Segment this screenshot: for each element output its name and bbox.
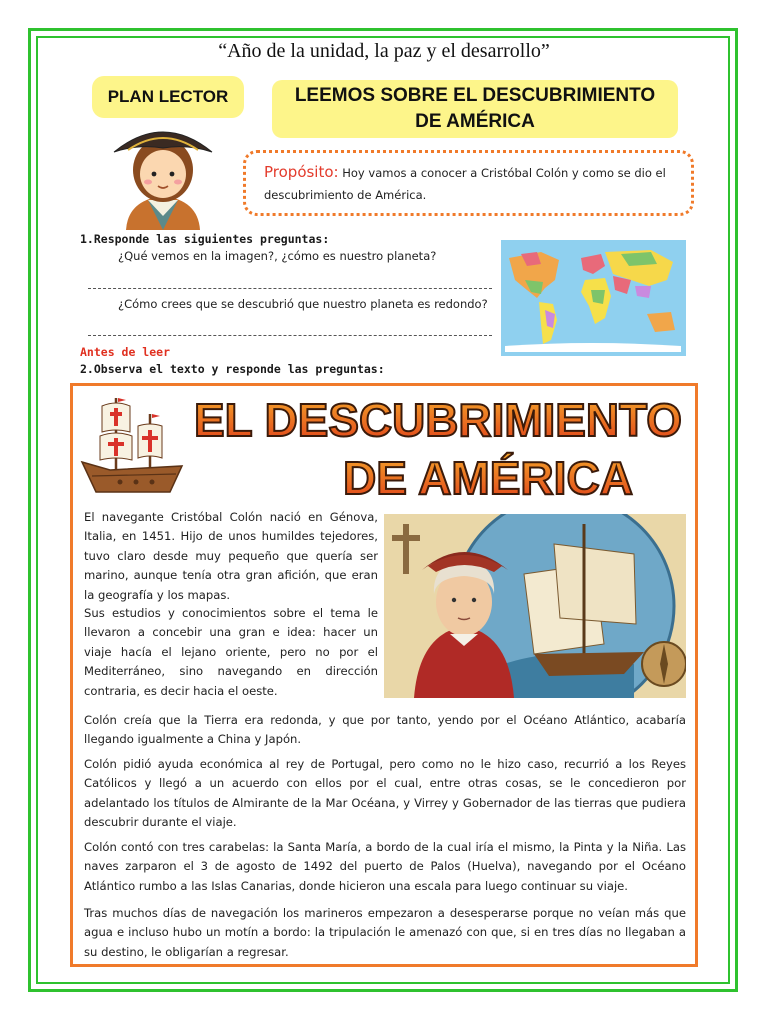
observe-instruction: 2.Observa el texto y responde las preguntas: bbox=[80, 362, 385, 376]
world-map-image bbox=[501, 240, 686, 356]
purpose-box bbox=[243, 150, 694, 216]
plan-lector-label: PLAN LECTOR bbox=[92, 76, 244, 118]
purpose-label: Propósito: bbox=[264, 163, 339, 181]
answer-line-2 bbox=[88, 335, 492, 336]
purpose-text: Hoy vamos a conocer a Cristóbal Colón y como se dio el descubrimiento de América. bbox=[264, 166, 666, 202]
article-paragraph-2: Sus estudios y conocimientos sobre el tema le llevaron a concebir una gran e idea: hacer un viaje hacía el lejano oriente, pero no por el Mediterráneo, sino navegando en dirección contraria, es decir hacia el oeste. bbox=[84, 606, 378, 698]
before-reading-label: Antes de leer bbox=[80, 345, 171, 359]
article-paragraph-3: Colón creía que la Tierra era redonda, y que por tanto, yendo por el Océano Atlántico, acabaría llegando igualmente a China y Japón. bbox=[84, 713, 686, 747]
question-2: ¿Cómo crees que se descubrió que nuestro planeta es redondo? bbox=[118, 297, 488, 311]
questions-heading: 1.Responde las siguientes preguntas: bbox=[80, 232, 330, 246]
columbus-painting-image bbox=[384, 514, 686, 698]
article-paragraph-5: Colón contó con tres carabelas: la Santa María, a bordo de la cual iría el mismo, la Pinta y la Niña. Las naves zarparon el 3 de agosto de 1492 del puerto de Palos (Huelva), navegando por el Océano Atlántico rumbo a las Islas Canarias, donde hicieron una escala para luego continuar su viaje. bbox=[84, 840, 686, 893]
article-paragraph-1: El navegante Cristóbal Colón nació en Génova, Italia, en 1451. Hijo de unos humildes tejedores, tuvo claro desde muy pequeño que quería ser marino, aunque tenía otra gran afición, que eran la geografía y los mapas. bbox=[84, 510, 378, 602]
article-paragraph-4: Colón pidió ayuda económica al rey de Portugal, pero como no le hizo caso, recurrió a los Reyes Católicos y llegó a un acuerdo con ellos por el cual, entre otras cosas, se le concedieron por adelantado los títulos de Almirante de la Mar Océana, y Virrey y Gobernador de las tierras que pudiera descubrir durante el viaje. bbox=[84, 757, 686, 830]
worksheet-title: LEEMOS SOBRE EL DESCUBRIMIENTO DE AMÉRICA bbox=[272, 80, 678, 138]
year-motto: “Año de la unidad, la paz y el desarrollo” bbox=[218, 40, 550, 62]
answer-line-1 bbox=[88, 288, 492, 289]
article-paragraph-6: Tras muchos días de navegación los marineros empezaron a desesperarse porque no veían más que agua e incluso hubo un motín a bordo: la tripulación le amenazó con que, si en tres días no llegaban a su destino, le obligarían a regresar. bbox=[84, 906, 686, 959]
columbus-cartoon-image bbox=[108, 120, 218, 232]
article-title-line-2: DE AMÉRICA bbox=[343, 452, 633, 504]
article-title-line-1: EL DESCUBRIMIENTO bbox=[194, 394, 682, 446]
caravel-ship-image bbox=[80, 392, 184, 502]
article-title-graphic bbox=[188, 388, 688, 506]
question-1: ¿Qué vemos en la imagen?, ¿cómo es nuestro planeta? bbox=[118, 249, 437, 263]
